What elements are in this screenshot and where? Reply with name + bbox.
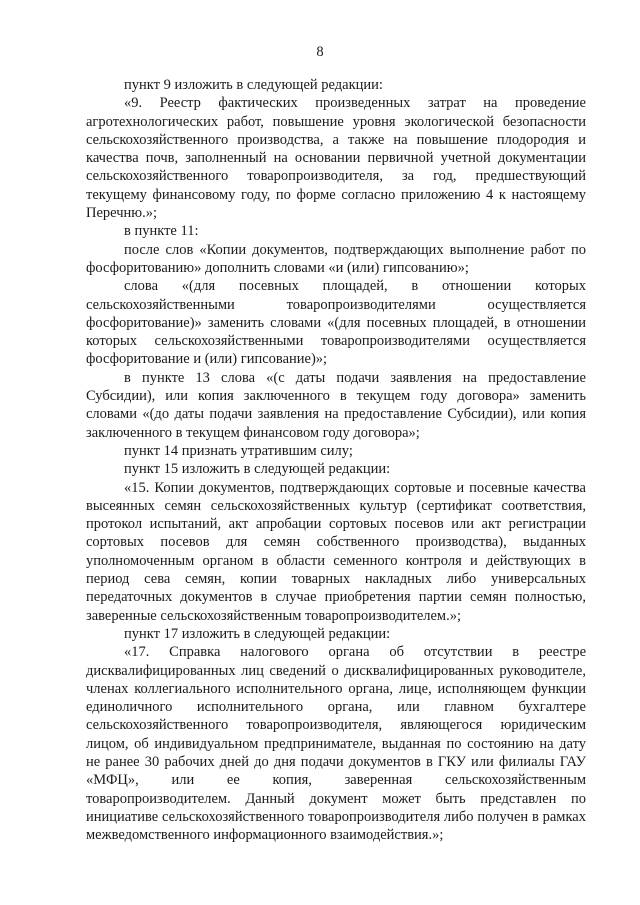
- page-number: 8: [316, 44, 324, 60]
- paragraph: в пункте 11:: [124, 223, 199, 240]
- paragraph: слова «(для посевных площадей, в отношении которых сельскохозяйственными товаропроизводителями осуществляется фосфоритование)» заменить словами «(для посевных площадей, в отношении которых сельскохозяйственными товаропроизводителями осуществляется фосфоритование и (или) гипсование)»;: [86, 278, 586, 368]
- paragraph: пункт 14 признать утратившим силу;: [124, 442, 353, 459]
- paragraph: в пункте 13 слова «(с даты подачи заявления на предоставление Субсидии), или копия заключенного в текущем году договора» заменить словами «(до даты подачи заявления на предоставление Субсидии), или копия заключенного в текущем финансовом году договора»;: [86, 369, 586, 441]
- paragraph: пункт 15 изложить в следующей редакции:: [124, 461, 391, 478]
- document-body: [86, 76, 586, 844]
- paragraph: пункт 9 изложить в следующей редакции:: [124, 77, 383, 93]
- paragraph: «9. Реестр фактических произведенных затрат на проведение агротехнологических работ, повышение уровня экологической безопасности сельскохозяйственного производства, а также на повышение плодородия и качества почв, заполненный на основании первичной учетной документации сельскохозяйственного товаропроизводителя, за год, предшествующий текущему финансовому году, по форме согласно приложению 4 к настоящему Перечню.»;: [86, 95, 586, 222]
- paragraph: «17. Справка налогового органа об отсутствии в реестре дисквалифицированных лиц сведений о дисквалифицированных руководителе, членах коллегиального исполнительного органа, лице, исполняющем функции единоличного исполнительного органа, или главном бухгалтере сельскохозяйственного товаропроизводителя, являющегося юридическим лицом, об индивидуальном предпринимателе, выданная по состоянию на дату не ранее 30 рабочих дней до дня подачи документов в ГКУ или филиалы ГАУ «МФЦ», или ее копия, заверенная сельскохозяйственным товаропроизводителем. Данный документ может быть представлен по инициативе сельскохозяйственного товаропроизводителя либо получен в рамках межведомственного информационного взаимодействия.»;: [86, 644, 586, 844]
- paragraph: «15. Копии документов, подтверждающих сортовые и посевные качества высеянных семян сельскохозяйственных культур (сертификат соответствия, протокол испытаний, акт апробации сортовых посевов или акт регистрации сортовых посевов для семян собственного производства), выданных уполномоченным органом в области семенного контроля и действующих в период сева семян, копии товарных накладных либо универсальных передаточных документов в случае приобретения партии семян полностью, заверенные сельскохозяйственным товаропроизводителем.»;: [86, 479, 586, 624]
- paragraph: после слов «Копии документов, подтверждающих выполнение работ по фосфоритованию» дополнить словами «и (или) гипсованию»;: [86, 241, 586, 276]
- paragraph: пункт 17 изложить в следующей редакции:: [124, 625, 391, 642]
